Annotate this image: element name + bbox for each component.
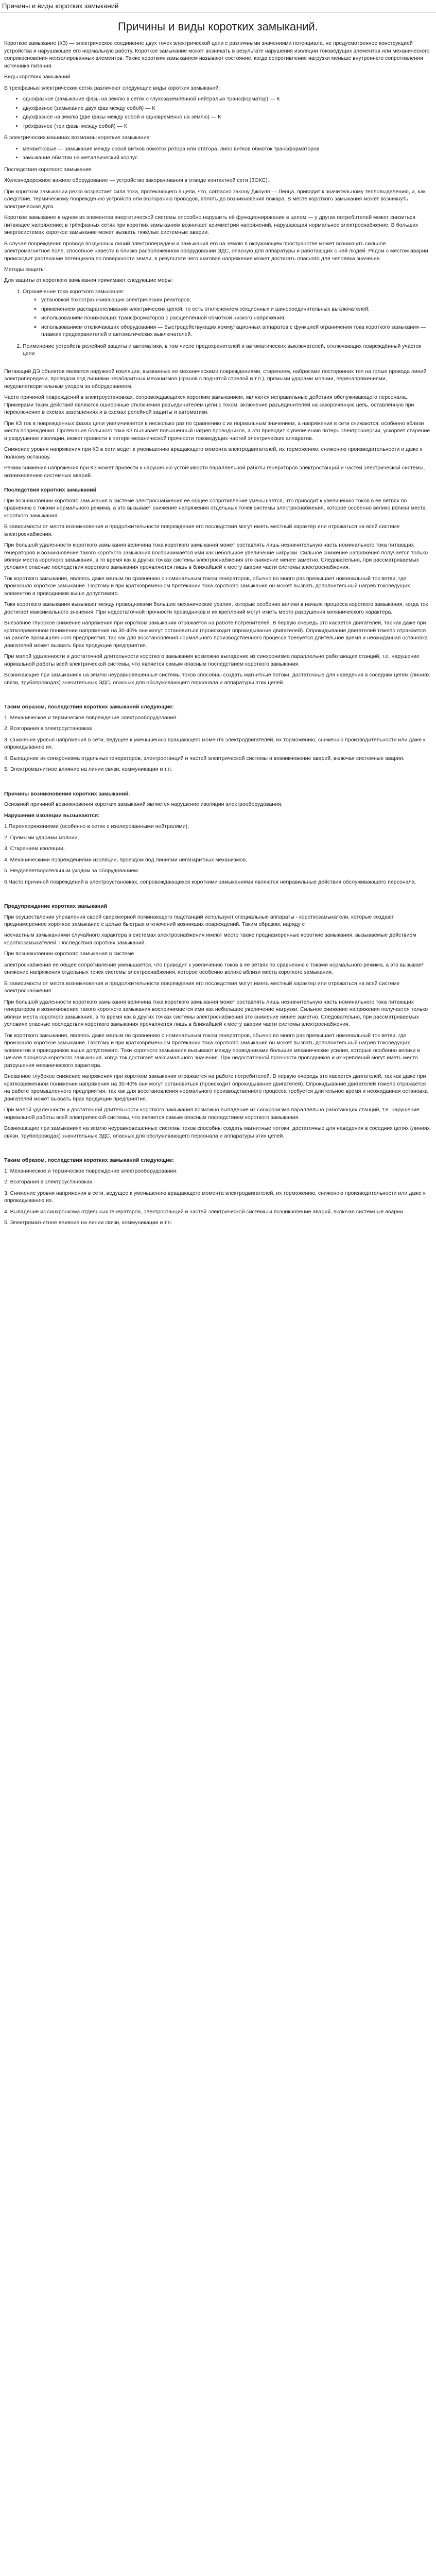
summary-label: Таким образом, последствия коротких замыканий следующие:	[4, 704, 174, 710]
methods-sublist	[23, 296, 432, 338]
consequences-paragraph: При коротком замыкании резко возрастает сила тока, протекающего в цепи, что, согласно закону Джоуля — Ленца, приводит к значительному тепловыделению, и, как следствие, термическому повреждению устройств или возгоранию проводов, вплоть до возникновения пожара. В месте короткого замыкания может возникнуть электрическая дуга.	[4, 188, 426, 210]
list-item: 2. Применение устройств релейной защиты и автоматики, в том числе предохранителей и автоматических выключателей, отключающих повреждённый участок цепи	[23, 343, 432, 358]
body-paragraph: Снижение уровня напряжения при КЗ в сети ведет к уменьшению вращающего момента электродвигателей, их торможению, снижению производительности и даже к полному останову.	[4, 446, 423, 460]
list-label: Нарушения изоляции вызываются:	[4, 812, 100, 819]
cause-item: 2. Прямыми ударами молнии,	[4, 834, 79, 841]
section-heading: Причины возникновения коротких замыканий.	[4, 790, 130, 797]
body-paragraph: При возникновении короткого замыкания в системе электроснабжения ее общее сопротивление уменьшается, что приводит к увеличению токов в ее ветвях по сравнению с токами нормального режима, а это вызывает снижение напряжения отдельных точек системы электроснабжения, которое особенно велико вблизи места короткого замыкания.	[4, 497, 426, 519]
body-paragraph: Внезапное глубокое снижение напряжения при коротком замыкании отражается на работе потребителей. В первую очередь это касается двигателей, так как даже при кратковременном понижении напряжения на 30-40% они могут остановиться (происходит опрокидывание двигателей). Опрокидывание двигателей тяжело отражается на работе промышленного предприятия, так как для восстановления нормального производственного процесса требуется длительное время и неожиданная остановка двигателей может вызвать брак продукции предприятия.	[4, 1073, 428, 1102]
summary-item: 4. Выпадение из синхронизма отдельных генераторов, электростанций и частей электрической системы и возникновение аварий, включая системные аварии.	[4, 755, 405, 761]
summary-item: 3. Снижение уровня напряжения в сети, ведущее к уменьшению вращающего момента электродвигателей, их торможению, снижению производительности или даже к опрокидыванию их.	[4, 1190, 426, 1204]
body-paragraph: несчастным замыканиями случайного характера в системах электроснабжения имеют место также преднамеренные короткие замыкания, вызываемые действием короткозамыкателей. Последствия коротких замыканий.	[4, 932, 416, 946]
intro-subheading: Виды коротких замыканий	[4, 74, 71, 80]
consequences-label: Последствия короткого замыкания	[4, 166, 92, 173]
section-heading: Последствия коротких замыканий	[4, 487, 97, 494]
body-paragraph: При КЗ ток в поврежденных фазах цепи увеличивается в несколько раз по сравнению с их нормальным значением, а напряжения в сети снижаются, особенно вблизи места повреждения. Протекание большого тока КЗ вызывает повышенный нагрев проводников, а это приводит к увеличению потерь электроэнергии, ускоряет старение и разрушение изоляции, может привести к потере механической прочности токоведущих частей электрических аппаратов.	[4, 420, 430, 442]
list-item: ◦ использованием отключающих оборудования — быстродействующих коммутационных аппаратов с функцией ограничения тока короткого замыкания — плавких предохранителей и автоматических выключателей.	[41, 324, 432, 338]
list-item: ◦ применением распараллеливания электрических цепей, то есть отключением секционных и шиносоединительных выключателей;	[41, 306, 432, 313]
intro-types-label: В трехфазных электрических сетях различают следующие виды коротких замыканий:	[4, 84, 220, 91]
body-paragraph: Токи короткого замыкания вызывают между проводниками большие механические усилия, которые особенно велики в начале процесса короткого замыкания, когда ток достигает максимального значения. При недостаточной прочности проводников и их креплений могут иметь место разрушения механического характера.	[4, 601, 428, 615]
list-item: • однофазное (замыкание фазы на землю в сетях с глухозаземлённой нейтралью трансформатор) — К	[23, 95, 432, 103]
list-item: • замыкание обмотки на металлический корпус	[23, 154, 432, 161]
methods-label: Методы защиты	[4, 266, 45, 273]
body-paragraph: Возникающие при замыканиях на землю неуравновешенные системы токов способны создать магнитные потоки, достаточные для наведения в соседних цепях (линиях связи, трубопроводах) значительных ЭДС, опасных для обслуживающего персонала и аппаратуры этих цепей.	[4, 1125, 430, 1139]
body-paragraph: При большой удаленности короткого замыкания величина тока короткого замыкания может составлять лишь незначительную часть номинального тока питающих генераторов и возникновение такого короткого замыкания воспринимается ими как небольшое увеличение нагрузки. Сильное снижение напряжения получается только вблизи места короткого замыкания, в то время как в других точках системы электроснабжения это снижение менее заметно. Следовательно, при рассматриваемых условиях опасные последствия короткого замыкания проявляются лишь в ближайшей к месту аварии части системы электроснабжения.	[4, 542, 428, 571]
cause-item: 5. Неудовлетворительным уходом за оборудованием.	[4, 868, 139, 874]
consequences-paragraph: Короткое замыкание в одном из элементов энергетической системы способно нарушить её функционирование в целом — у других потребителей может снизиться питающее напряжение; в трёхфазных сетях при коротких замыканиях возникает асимметрия напряжений, нарушающая нормальное электроснабжение. В больших энергосистемах короткое замыкание может вызвать тяжёлые системные аварии.	[4, 214, 418, 236]
summary-item: 5. Электромагнитное влияние на линии связи, коммуникации и т.п.	[4, 766, 172, 773]
intro-paragraph: Короткое замыкание (КЗ) — электрическое соединение двух точек электрической цепи с различными значениями потенциала, не предусмотренное конструкцией устройства и нарушающее его нормальную работу. Короткое замыкание может возникать в результате нарушения изоляции токоведущих элементов или механического соприкосновения неизолированных элементов. Также коротким замыканием называют состояние, когда сопротивление нагрузки меньше внутреннего сопротивления источника питания.	[4, 40, 430, 69]
list-item	[23, 288, 432, 338]
body-paragraph: электроснабжения ее общее сопротивление уменьшается, что приводит к увеличению токов в ее ветвях по сравнению с токами нормального режима, а это вызывает снижение напряжения отдельных точек системы электроснабжения, которое особенно велико вблизи места короткого замыкания.	[4, 961, 424, 976]
consequences-paragraph: В случае повреждения провода воздушных линий электропередачи и замыкания его на землю в окружающем пространстве может возникнуть сильное электромагнитное поле, способное навести в близко расположенном оборудовании ЭДС, опасную для аппаратуры и работающих с ней людей. Рядом с местом аварии происходит растекание потенциала по поверхности земли, в результате чего шаговое напряжение может достигать опасного для человека значения.	[4, 240, 428, 262]
types-other-list	[4, 145, 432, 162]
cause-item: 1.Перенапряжениями (особенно в сетях с изолированными нейтралями),	[4, 823, 189, 830]
page-title: Причины и виды коротких замыканий.	[118, 20, 318, 33]
cause-item: 4. Механическими повреждениями изоляции, проездом под линиями негабаритных механизмов,	[4, 856, 248, 863]
types-3ph-list	[4, 95, 432, 130]
methods-intro: Для защиты от короткого замыкания принимают следующие меры:	[4, 277, 173, 284]
cause-item: 3. Старением изоляции,	[4, 845, 65, 852]
list-item: ◦ установкой токоограничивающих электрических реакторов;	[41, 296, 432, 303]
body-paragraph: Возникающие при замыканиях на землю неуравновешенные системы токов способны создать магнитные потоки, достаточные для наведения в соседних цепях (линиях связи, трубопроводах) значительных ЭДС, опасных для обслуживающего персонала и аппаратуры этих цепей.	[4, 672, 430, 686]
window-title: Причины и виды коротких замыканий	[0, 0, 436, 13]
summary-item: 1. Механическое и термическое повреждение электрооборудования.	[4, 714, 178, 721]
body-paragraph: При осуществлении управления своей сверхмерной поминающего подстанций используют специальные аппараты - короткозамыкатели, которые создают преднамеренное короткое замыкание с целью быстрых отключений возникших повреждений. Таким образом, наряду с	[4, 913, 394, 927]
list-item: • двухфазное (замыкание двух фаз между собой) — К	[23, 105, 432, 112]
types-other-label: В электрических машинах возможны короткие замыкания:	[4, 134, 151, 141]
summary-item: 2. Возгорания в электроустановках.	[4, 1179, 94, 1185]
cause-item: 6.Часто причиной повреждений в электроустановках, сопровождающихся короткими замыканиями являются неправильные действия обслуживающего персонала.	[4, 878, 416, 885]
document-body	[0, 13, 436, 1245]
body-paragraph: При возникновении короткого замыкания в системе	[4, 951, 134, 957]
summary-item: 2. Возгорания в электроустановках.	[4, 725, 94, 732]
body-paragraph: При большой удаленности короткого замыкания величина тока короткого замыкания может составлять лишь незначительную часть номинального тока питающих генераторов и возникновение такого короткого замыкания воспринимается ими как небольшое увеличение нагрузки. Сильное снижение напряжения получается только вблизи места короткого замыкания, в то время как в других точках системы электроснабжения это снижение менее заметно. Следовательно, при рассматриваемых условиях опасные последствия короткого замыкания проявляются лишь в ближайшей к месту аварии части системы электроснабжения.	[4, 998, 428, 1028]
summary-label: Таким образом, последствия коротких замыканий следующие:	[4, 1157, 174, 1164]
body-paragraph: В зависимости от места возникновения и продолжительности повреждения его последствия могут иметь местный характер или отражаться на всей системе электроснабжения.	[4, 523, 400, 537]
summary-item: 1. Механическое и термическое повреждение электрооборудования.	[4, 1167, 178, 1174]
body-paragraph: Внезапное глубокое снижение напряжения при коротком замыкании отражается на работе потребителей. В первую очередь это касается двигателей, так как даже при кратковременном понижении напряжения на 30-40% они могут остановиться (происходит опрокидывание двигателей). Опрокидывание двигателей тяжело отражается на работе промышленного предприятия, так как для восстановления нормального производственного процесса требуется длительное время и неожиданная остановка двигателей может вызвать брак продукции предприятия.	[4, 620, 428, 649]
body-paragraph: Ток короткого замыкания, являясь даже малым по сравнению с номинальным током генераторов, обычно во много раз превышает номинальный ток ветви, где произошло короткое замыкание. Поэтому и при кратковременном протекании тока короткого замыкания он может вызвать дополнительный нагрев токоведущих элементов и проводников выше допустимого.	[4, 575, 410, 597]
list-item: • трёхфазное (три фазы между собой) — К	[23, 123, 432, 130]
summary-item: 4. Выпадение из синхронизма отдельных генераторов, электростанций и частей электрической системы и возникновение аварий, включая системные аварии.	[4, 1208, 405, 1215]
body-paragraph: Питающий ДЭ объектов является наружной изоляции, вызванные ее механическими повреждениями, старением, набросами посторонних тел на голые провода линий электропередачи, проводом под линиями негабаритных механизмов (кранов с поднятой стрелой и т.п.), прямыми ударами молнии, перенапряжениями, неудовлетворительным уходом за оборудованием.	[4, 368, 427, 389]
body-paragraph: Часто причиной повреждений в электроустановках, сопровождающихся коротким замыканием, являются неправильные действия обслуживающего персонала. Примерами таких действий являются ошибочные отключения разъединителем цепи с током, включение разъединителей на закороченную цепь, оставленную при переключении в схемах заземлениях и в схемах релейной защиты и автоматики.	[4, 394, 414, 416]
methods-list	[4, 288, 432, 358]
section-heading: Предупреждение коротких замыканий	[4, 903, 108, 910]
body-paragraph: Режим снижения напряжения при КЗ может привести к нарушению устойчивости параллельной работы генераторов электростанций и частей электрической системы, возникновению системных аварий.	[4, 465, 425, 479]
body-paragraph: В зависимости от места возникновения и продолжительности повреждения его последствия могут иметь местный характер или отражаться на всей системе электроснабжения.	[4, 980, 400, 994]
body-paragraph: При малой удаленности и достаточной длительности короткого замыкания возможно выпадение из синхронизма параллельно работающих станций, т.е. нарушение нормальной работы всей электрической системы, что является самым опасным последствием короткого замыкания.	[4, 653, 420, 667]
body-paragraph: Ток короткого замыкания, являясь даже малым по сравнению с номинальным током генераторов, обычно во много раз превышает номинальный ток ветви, где произошло короткое замыкание. Поэтому и при кратковременном протекании тока короткого замыкания он может вызвать дополнительный нагрев токоведущих элементов и проводников выше допустимого. Токи короткого замыкания вызывают между проводниками большие механические усилия, которые особенно велики в начале процесса короткого замыкания, когда ток достигает максимального значения. При недостаточной прочности проводников и их креплений могут иметь место разрушения механического характера.	[4, 1032, 420, 1069]
list-item: • двухфазное на землю (две фазы между собой и одновременно на землю) — К	[23, 113, 432, 121]
body-paragraph: При малой удаленности и достаточной длительности короткого замыкания возможно выпадение из синхронизма параллельно работающих станций, т.е. нарушение нормальной работы всей электрической системы, что является самым опасным последствием короткого замыкания.	[4, 1107, 420, 1121]
list-item: ◦ использованием понижающих трансформаторов с расщеплённой обмоткой низкого напряжения;	[41, 314, 432, 321]
body-paragraph: Основной причиной возникновения коротких замыканий является нарушение изоляции электрооборудования.	[4, 801, 283, 808]
list-item: • межвитковые — замыкание между собой витков обмоток ротора или статора, либо витков обмоток трансформаторов	[23, 145, 432, 152]
methods-item-text: Ограничение тока короткого замыкания:	[23, 288, 125, 295]
summary-item: 5. Электромагнитное влияние на линии связи, коммуникации и т.п.	[4, 1219, 172, 1226]
summary-item: 3. Снижение уровня напряжения в сети, ведущее к уменьшению вращающего момента электродвигателей, их торможению, снижению производительности или даже к опрокидыванию их.	[4, 736, 426, 751]
consequences-paragraph: Железнодорожное важное оборудование — устройство закорачивания в отводе контактной сети (ЗОКС).	[4, 177, 269, 184]
